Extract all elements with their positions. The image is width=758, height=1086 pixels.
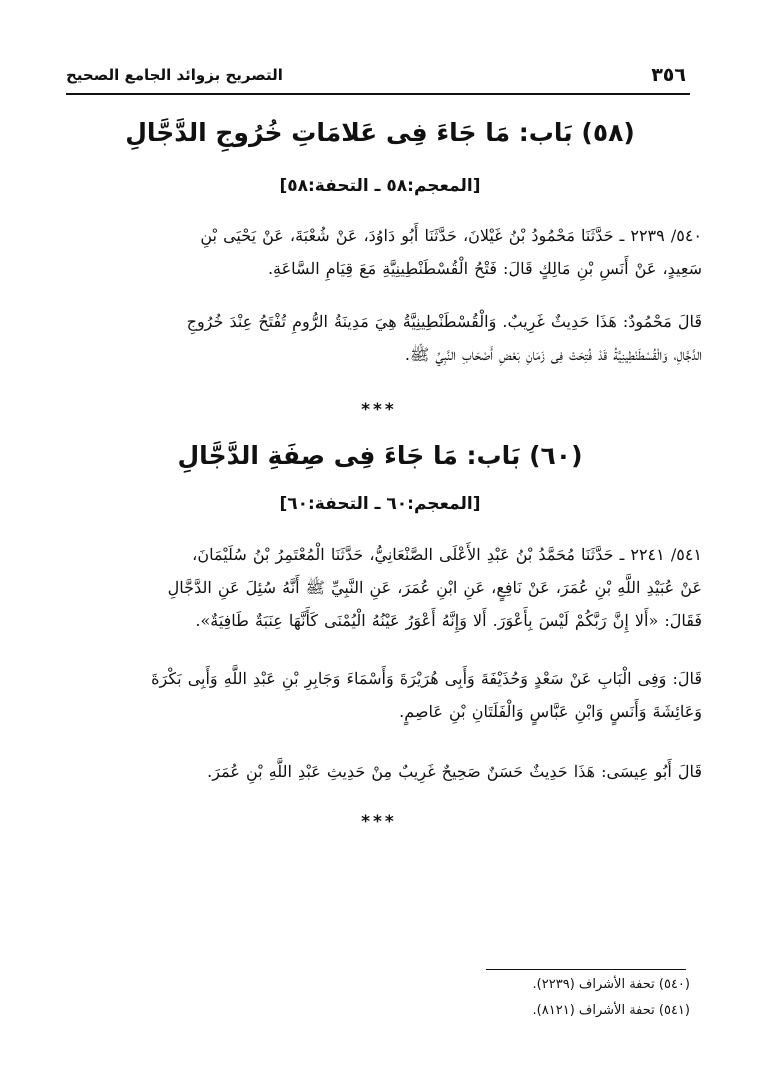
chapter-heading-58: (٥٨) بَاب: مَا جَاءَ فِى عَلامَاتِ خُرُوجِ الدَّجَّالِ bbox=[125, 118, 635, 147]
hadith-541 bbox=[62, 538, 702, 637]
hadith-line: عَنْ عُبَيْدِ اللَّهِ بْنِ عُمَرَ، عَنْ نَافِعٍ، عَنِ ابْنِ عُمَرَ، عَنِ النَّبِيِّ ﷺ أَنَّهُ سُئِلَ عَنِ الدَّجَّالِ bbox=[167, 578, 702, 597]
section-separator: *** bbox=[361, 400, 397, 420]
hadith-line: ٥٤١/ ٢٢٤١ ـ حَدَّثَنَا مُحَمَّدُ بْنُ عَبْدِ الأَعْلَى الصَّنْعَانِيُّ، حَدَّثَنَا الْمُعْتَمِرُ بْنُ سُلَيْمَانَ، bbox=[192, 545, 702, 564]
footnote-540: (٥٤٠) تحفة الأشراف (٢٢٣٩). bbox=[532, 977, 690, 992]
hadith-540 bbox=[62, 219, 702, 285]
page-number: ٣٥٦ bbox=[651, 64, 686, 86]
footnote-rule bbox=[486, 969, 686, 970]
commentary-line: قَالَ مَحْمُودٌ: هَذَا حَدِيثٌ غَرِيبٌ. وَالْقُسْطَنْطِينِيَّةُ هِيَ مَدِينَةُ الرُّومِ تُفْتَحُ عِنْدَ خُرُوجِ bbox=[186, 312, 702, 331]
commentary-abu-isa bbox=[62, 755, 702, 788]
chapter-heading-60: (٦٠) بَاب: مَا جَاءَ فِى صِفَةِ الدَّجَّالِ bbox=[177, 441, 583, 470]
running-title: التصريح بزوائد الجامع الصحيح bbox=[66, 66, 283, 84]
commentary-line: الدَّجَّالِ، وَالْقُسْطَنْطِينِيَّةُ قَدْ فُتِحَتْ فِى زَمَانِ بَعْضِ أَصْحَابِ النَّبِيِّ ﷺ. bbox=[404, 345, 702, 364]
page-header bbox=[66, 64, 686, 92]
chapter-reference-60: [المعجم:٦٠ ـ التحفة:٦٠] bbox=[279, 494, 481, 514]
commentary-line: وَعَائِشَةَ وَأَنَسٍ وَابْنِ عَبَّاسٍ وَالْفَلَتَانِ بْنِ عَاصِمٍ. bbox=[399, 702, 702, 721]
hadith-line: ٥٤٠/ ٢٢٣٩ ـ حَدَّثَنَا مَحْمُودُ بْنُ غَيْلانَ، حَدَّثَنَا أَبُو دَاوُدَ، عَنْ شُعْبَةَ، عَنْ يَحْيَى بْنِ bbox=[200, 226, 702, 245]
footnote-541: (٥٤١) تحفة الأشراف (٨١٢١). bbox=[532, 1003, 690, 1018]
chapter-reference-58: [المعجم:٥٨ ـ التحفة:٥٨] bbox=[279, 176, 481, 196]
commentary-mahmud bbox=[62, 305, 702, 371]
section-separator: *** bbox=[361, 812, 397, 832]
commentary-line: قَالَ أَبُو عِيسَى: هَذَا حَدِيثٌ حَسَنٌ صَحِيحٌ غَرِيبٌ مِنْ حَدِيثِ عَبْدِ اللَّهِ بْنِ عُمَرَ. bbox=[207, 762, 702, 781]
commentary-line: قَالَ: وَفِى الْبَابِ عَنْ سَعْدٍ وَحُذَيْفَةَ وَأَبِى هُرَيْرَةَ وَأَسْمَاءَ وَجَابِرِ بْنِ عَبْدِ اللَّهِ وَأَبِى بَكْرَةَ bbox=[151, 669, 702, 688]
commentary-bab bbox=[62, 662, 702, 728]
hadith-line: سَعِيدٍ، عَنْ أَنَسِ بْنِ مَالِكٍ قَالَ: فَتْحُ الْقُسْطَنْطِينِيَّةِ مَعَ قِيَامِ السَّاعَةِ. bbox=[267, 259, 702, 278]
header-rule bbox=[66, 93, 690, 95]
hadith-line: فَقَالَ: «أَلا إِنَّ رَبَّكُمْ لَيْسَ بِأَعْوَرَ. أَلا وَإِنَّهُ أَعْوَرُ عَيْنُهُ الْيُمْنَى كَأَنَّهَا عِنَبَةٌ طَافِيَةٌ». bbox=[195, 611, 702, 630]
